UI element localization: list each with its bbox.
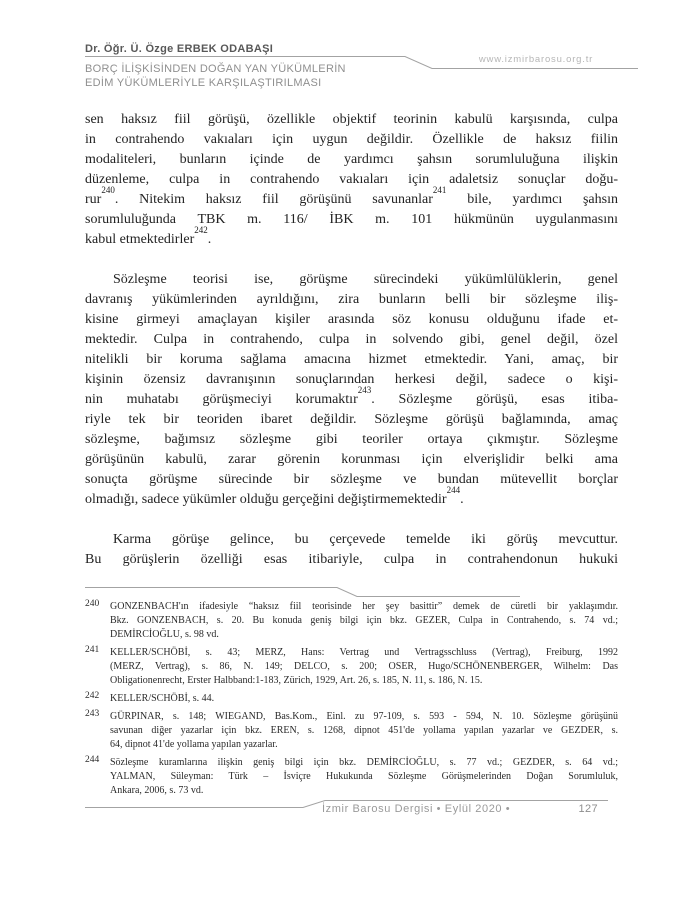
- text-line: kabul etmektedirler$^{242}$.: [85, 225, 212, 247]
- text-line: görüşünün kabulü, zarar görenin korunması için elverişlidir belki ama: [85, 452, 618, 467]
- article-title: [85, 62, 346, 90]
- footnote-ref: 244: [446, 485, 461, 496]
- footnotes-section: [85, 600, 618, 802]
- footnote-text: [110, 692, 618, 706]
- footnote-text: [110, 646, 618, 688]
- footnote-number: 242: [85, 691, 100, 701]
- footnote-number: 240: [85, 599, 100, 609]
- text-line: kişinin özensiz davranışının sonuçlarından herkesi değil, sadece o kişi-: [85, 372, 618, 387]
- text-line: GÜRPINAR, s. 148; WIEGAND, Bas.Kom., Einl. zu 97-109, s. 593 - 594, N. 10. Sözleşme görüşünü: [110, 711, 618, 722]
- footnote: [85, 692, 618, 706]
- article-title-line2: EDİM YÜKÜMLERİYLE KARŞILAŞTIRILMASI: [85, 77, 322, 89]
- text-line: davranış yükümlerinden ayrıldığını, zira bunların belli bir sözleşme iliş-: [85, 292, 618, 307]
- text-line: Obligationenrecht, Erster Halbband:1-183, Zürich, 1929, Art. 26, s. 185, N. 11, s. 186, N. 15.: [110, 675, 483, 686]
- text-line: KELLER/SCHÖBİ, s. 43; MERZ, Hans: Vertrag und Vertragsschluss (Vertrag), Freiburg, 1992: [110, 647, 618, 658]
- text-line: GONZENBACH'ın ifadesiyle “haksız fiil teorisinde her şey basittir” demek de cüretli bir yaklaşımdır.: [110, 601, 618, 612]
- footnote-ref: 241: [432, 185, 447, 196]
- text-line: olmadığı, sadece yükümler olduğu gerçeğini değiştirmemektedir$^{244}$.: [85, 485, 464, 507]
- text-line: mektedir. Culpa in contrahendo, culpa in solvendo gibi, genel değil, özel: [85, 332, 618, 347]
- footnote-text: [110, 756, 618, 798]
- text-line: modaliteleri, bunların içinde de yardımcı şahsın sorumluluğuna ilişkin: [85, 152, 618, 167]
- text-line: Bu görüşlerin özelliği esas itibariyle, culpa in contrahendonun hukuki: [85, 552, 618, 567]
- footnote: [85, 756, 618, 798]
- footnote: [85, 646, 618, 688]
- text-line: KELLER/SCHÖBİ, s. 44.: [110, 693, 215, 704]
- text-line: DEMİRCİOĞLU, s. 98 vd.: [110, 629, 219, 640]
- footnote: [85, 710, 618, 752]
- footnote-number: 244: [85, 755, 100, 765]
- body-text: [85, 110, 618, 590]
- text-line: Bkz. GONZENBACH, s. 20. Bu konuda geniş bilgi için bkz. GEZER, Culpa in Contrahendo, s. 74 vd.;: [110, 615, 618, 626]
- page-number: 127: [578, 803, 598, 815]
- footnote: [85, 600, 618, 642]
- text-line: 64, dipnot 41'de yollama yapılan yazarlar.: [110, 739, 278, 750]
- text-line: in contrahendo vakıaları için uygun değildir. Özellikle de haksız fiilin: [85, 132, 618, 147]
- text-line: riyle tek bir teoriden ibaret değildir. Sözleşme görüşü bağlamında, amaç: [85, 412, 618, 427]
- text-line: Karma görüşe gelince, bu çerçevede temelde iki görüş mevcuttur.: [113, 532, 618, 547]
- text-line: Sözleşme kuramlarına ilişkin geniş bilgi için bkz. DEMİRCİOĞLU, s. 77 vd.; GEZDER, s. 64 vd.;: [110, 757, 618, 768]
- text-line: kisine girmeyi amaçlayan kişiler arasında söz konusu olduğunu ifade et-: [85, 312, 618, 327]
- text-line: Ankara, 2006, s. 73 vd.: [110, 785, 204, 796]
- text-line: sorumluluğunda TBK m. 116/ İBK m. 101 hükmünün uygulanmasını: [85, 212, 618, 227]
- footnote-text: [110, 710, 618, 752]
- text-line: nin muhatabı görüşmeciyi korumaktır$^{243}$. Sözleşme görüşü, esas itiba-: [85, 385, 619, 407]
- article-title-line1: BORÇ İLİŞKİSİNDEN DOĞAN YAN YÜKÜMLERİN: [85, 63, 346, 75]
- text-line: savunan diğer yazarlar için bkz. EREN, s. 1268, dipnot 451'de yollama yapılan yazarlar ve GEZDER, s.: [110, 725, 618, 736]
- footer-journal-issue: İzmir Barosu Dergisi • Eylül 2020 •: [322, 803, 511, 815]
- page-footer: [322, 803, 598, 815]
- text-line: YALMAN, Süleyman: Türk – İsviçre Hukukunda Sözleşme Görüşmelerinden Doğan Sorumluluk,: [110, 771, 618, 782]
- text-line: düzenleme, culpa in contrahendo vakıaları için adaletsiz sonuçlar doğu-: [85, 172, 618, 187]
- footnote-number: 241: [85, 645, 100, 655]
- footnote-text: [110, 600, 618, 642]
- footnote-ref: 243: [357, 385, 372, 396]
- text-line: Sözleşme teorisi ise, görüşme sürecindeki yükümlülüklerin, genel: [113, 272, 618, 287]
- text-line: sözleşme, bağımsız sözleşme gibi teoriler ortaya çıkmıştır. Sözleşme: [85, 432, 618, 447]
- paragraph: [85, 110, 618, 250]
- text-line: nitelikli bir koruma sağlama amacına hizmet etmektedir. Yani, amaç, bir: [85, 352, 618, 367]
- footnote-ref: 242: [194, 225, 208, 236]
- footnote-number: 243: [85, 709, 100, 719]
- paragraph: [85, 530, 618, 570]
- text-line: rur$^{240}$. Nitekim haksız fiil görüşünü savunanlar$^{241}$ bile, yardımcı şahsın: [85, 185, 618, 207]
- text-line: (MERZ, Vertrag), s. 86, N. 149; DELCO, s. 200; OSER, Hugo/SCHÖNENBERGER, Wilhelm: Das: [110, 661, 618, 672]
- text-line: sen haksız fiil görüşü, özellikle objektif teorinin kabulü karşısında, culpa: [85, 112, 618, 127]
- paragraph: [85, 270, 618, 510]
- journal-website: www.izmirbarosu.org.tr: [478, 54, 594, 65]
- footnote-separator-rule: [85, 583, 620, 599]
- author-name: Dr. Öğr. Ü. Özge ERBEK ODABAŞI: [85, 43, 274, 55]
- text-line: sonuçta görüşme sürecinde bir sözleşme ve bundan mütevellit borçlar: [85, 472, 618, 487]
- footnote-ref: 240: [101, 185, 115, 196]
